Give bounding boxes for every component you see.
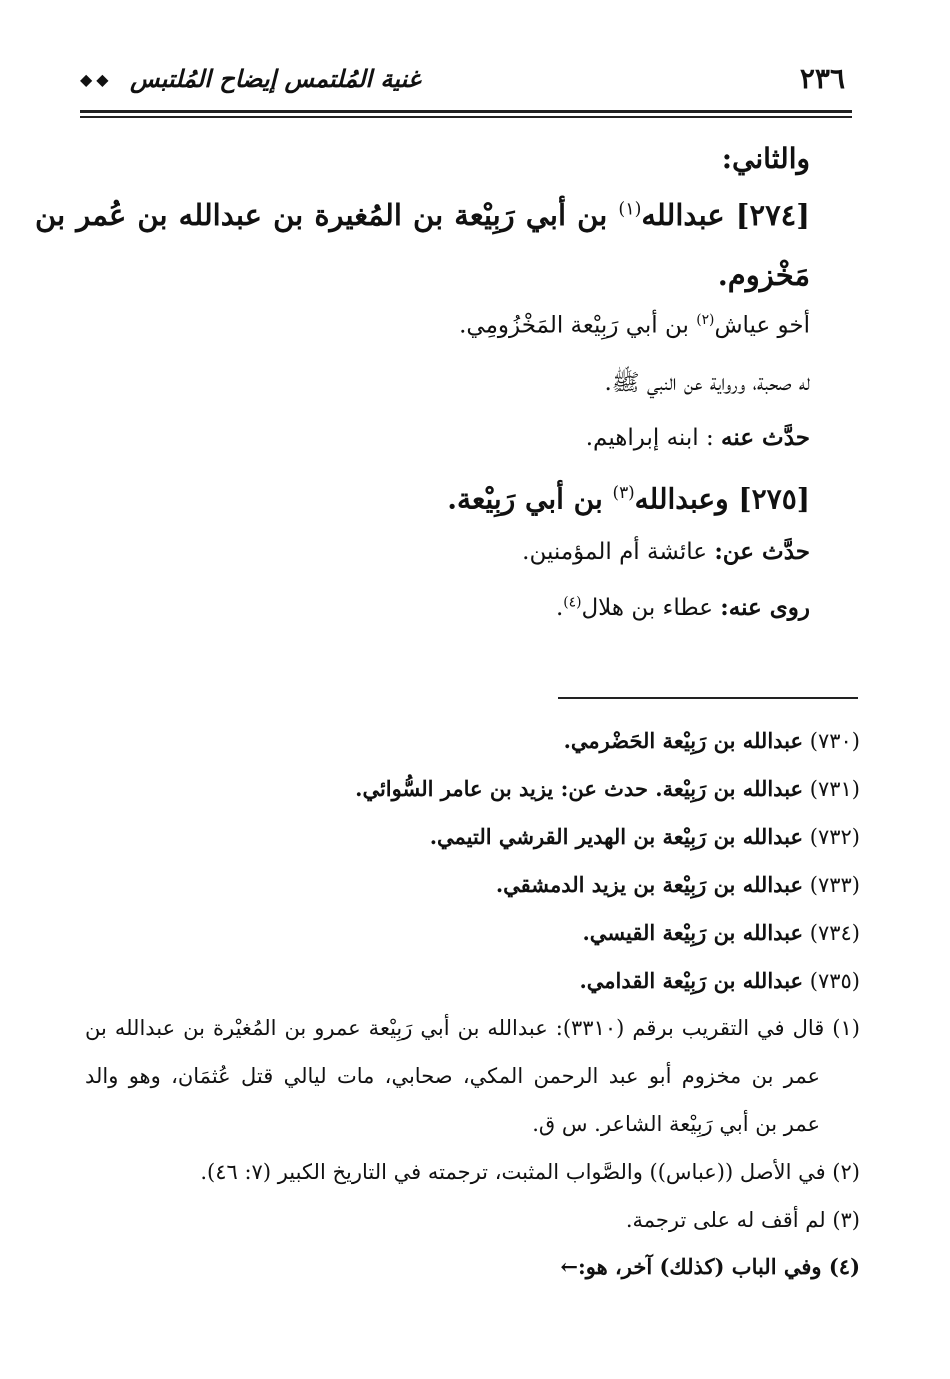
field-value: عائشة أم المؤمنين. bbox=[522, 539, 707, 565]
footnote-number: (٧٣٥) bbox=[809, 969, 860, 993]
entry-name: وعبدالله bbox=[634, 482, 729, 516]
field-value: : ابنه إبراهيم. bbox=[585, 425, 714, 451]
footnote-text: عبدالله بن رَبِيْعة بن الهدير القرشي التيمي. bbox=[429, 824, 804, 849]
note-1-line-3: عمر بن أبي رَبِيْعة الشاعر. س ق. bbox=[532, 1112, 820, 1136]
footnote-text: عبدالله بن رَبِيْعة بن يزيد الدمشقي. bbox=[495, 872, 804, 897]
footnote-number: (٧٣١) bbox=[809, 777, 860, 801]
paragraph-transmitted-by bbox=[556, 594, 810, 621]
punctuation: . bbox=[555, 595, 564, 621]
footnote-ref: (٢) bbox=[696, 312, 715, 328]
section-heading: والثاني: bbox=[721, 142, 810, 175]
footnote-number: (٧٣٤) bbox=[809, 921, 860, 945]
entry-lineage: بن أبي رَبِيْعة بن المُغيرة بن عبدالله بن عُمر بن bbox=[35, 198, 608, 232]
footnote-ref: (٤) bbox=[563, 594, 582, 611]
paragraph-text: أخو عياش bbox=[714, 312, 810, 339]
entry-274-heading bbox=[35, 198, 810, 232]
entry-275-heading bbox=[447, 482, 810, 515]
footnote-number: (٧٣٣) bbox=[809, 873, 860, 897]
note-1-line-1: (١) قال في التقريب برقم (٣٣١٠): عبدالله بن أبي رَبِيْعة عمرو بن المُغيْرة بن عبدالله بن bbox=[85, 1016, 860, 1040]
entry-name: عبدالله bbox=[641, 198, 725, 232]
paragraph-narrated-by bbox=[586, 424, 810, 451]
footnote-text: عبدالله بن رَبِيْعة القدامي. bbox=[579, 968, 804, 993]
footnote-732 bbox=[430, 824, 860, 849]
entry-number: [٢٧٤] bbox=[735, 198, 810, 232]
paragraph-narrated-from bbox=[522, 538, 810, 565]
footnote-ref: (٣) bbox=[612, 482, 635, 502]
footnote-733 bbox=[496, 872, 860, 897]
footnote-ref: (١) bbox=[618, 199, 642, 220]
note-3: (٣) لم أقف له على ترجمة. bbox=[625, 1208, 860, 1232]
page-header bbox=[80, 62, 845, 102]
header-rule-thin bbox=[80, 116, 852, 118]
field-label: حدَّث عنه bbox=[721, 424, 810, 451]
field-label: روى عنه: bbox=[720, 594, 810, 621]
footnote-separator bbox=[558, 697, 858, 699]
running-title: غنية المُلتمس إيضاح المُلتبس bbox=[130, 64, 421, 93]
footnote-text: عبدالله بن رَبِيْعة القيسي. bbox=[582, 920, 804, 945]
diamond-ornament-icon: ◆◆ bbox=[80, 70, 113, 89]
paragraph-companionship: له صحبة، ورواية عن النبي ﷺ. bbox=[604, 370, 810, 396]
header-rule-thick bbox=[80, 110, 852, 113]
footnote-731 bbox=[355, 776, 860, 801]
footnote-number: (٧٣٠) bbox=[809, 729, 860, 753]
page-number: ٢٣٦ bbox=[799, 62, 845, 95]
field-value: عطاء بن هلال bbox=[581, 595, 713, 621]
entry-number: [٢٧٥] bbox=[738, 482, 810, 516]
paragraph-brother bbox=[459, 312, 810, 339]
note-1-line-2: عمر بن مخزوم أبو عبد الرحمن المكي، صحابي، مات ليالي قتل عُثمَان، وهو والد bbox=[85, 1064, 820, 1088]
entry-lineage: بن أبي رَبِيْعة. bbox=[447, 482, 603, 516]
note-2: (٢) في الأصل ((عباس)) والصَّواب المثبت، ترجمته في التاريخ الكبير (٧: ٤٦). bbox=[200, 1160, 860, 1184]
footnote-734 bbox=[583, 920, 861, 945]
field-label: حدَّث عن: bbox=[714, 538, 810, 565]
footnote-text: عبدالله بن رَبِيْعة. حدث عن: يزيد بن عامر السُّوائي. bbox=[355, 776, 804, 801]
footnote-number: (٧٣٢) bbox=[809, 825, 860, 849]
footnote-text: عبدالله بن رَبِيْعة الحَضْرمي. bbox=[563, 728, 804, 753]
note-4: (٤) وفي الباب (كذلك) آخر، هو:← bbox=[560, 1254, 860, 1279]
footnote-735 bbox=[579, 968, 860, 993]
entry-274-continuation: مَخْزوم. bbox=[717, 258, 810, 292]
footnote-730 bbox=[564, 728, 860, 753]
paragraph-text: بن أبي رَبِيْعة المَخْزُومِي. bbox=[459, 312, 689, 339]
